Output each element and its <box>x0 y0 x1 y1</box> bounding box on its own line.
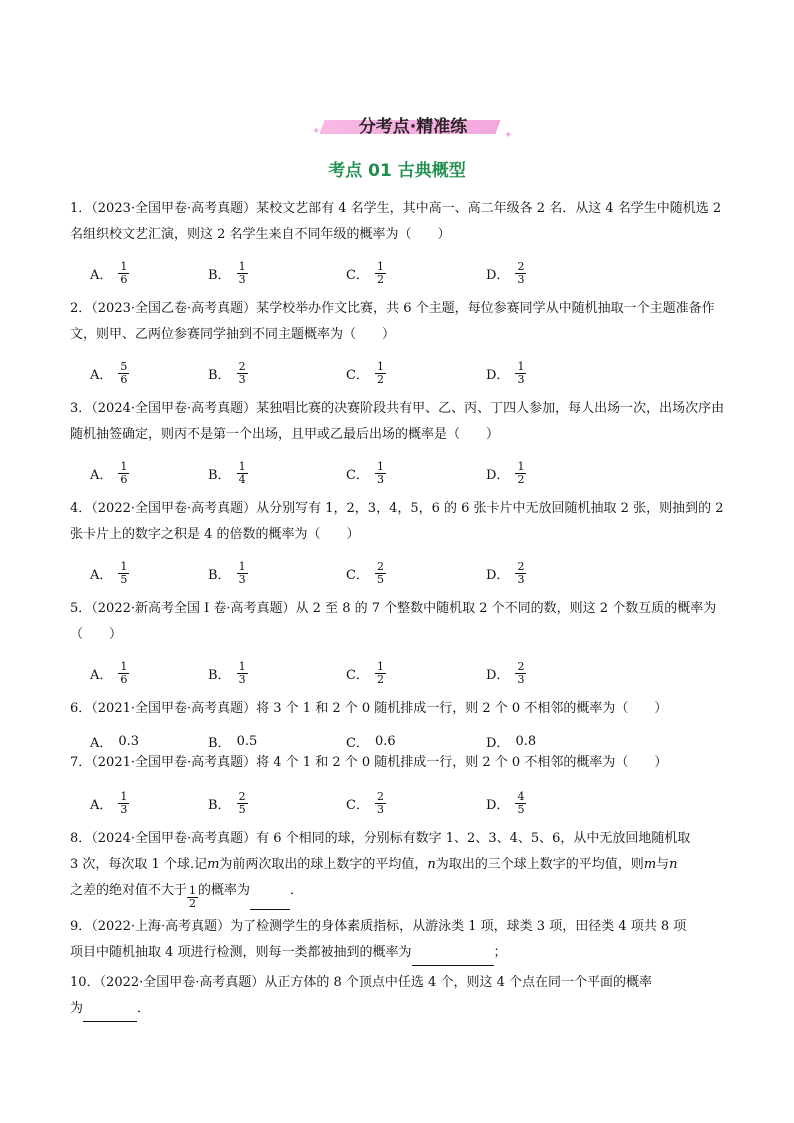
fraction: $\frac{1}{3}$ <box>238 259 246 286</box>
option-a[interactable] <box>90 656 129 690</box>
sparkle-icon: ✦ <box>504 130 513 141</box>
option-a[interactable] <box>90 256 129 290</box>
option-value: 0.5 <box>236 733 258 749</box>
option-label: D． <box>486 567 510 583</box>
option-label: C． <box>346 267 369 283</box>
banner-title: 分考点·精准练 <box>358 117 468 137</box>
option-label: D． <box>486 267 510 283</box>
option-label: D． <box>486 667 510 683</box>
option-b[interactable] <box>208 556 248 590</box>
fraction: $\frac{1}{2}$ <box>376 259 384 286</box>
fraction: $\frac{1}{6}$ <box>120 459 128 486</box>
question-1 <box>70 196 730 248</box>
option-label: C． <box>346 467 369 483</box>
option-label: A． <box>90 667 113 683</box>
question-text: 1．（2023·全国甲卷·高考真题）某校文艺部有 4 名学生，其中高一、高二年级各 2 名．从这 4 名学生中随机选 2 名组织校文艺汇演，则这 2 名学生来自不同年级的概率为（ ） <box>70 201 722 242</box>
options-row <box>90 256 690 290</box>
option-label: A． <box>90 567 113 583</box>
question-7 <box>70 750 730 776</box>
question-text: 5．（2022·新高考全国 I 卷·高考真题）从 2 至 8 的 7 个整数中随机取 2 个不同的数，则这 2 个数互质的概率为（ ） <box>70 601 717 642</box>
option-label: B． <box>208 567 231 583</box>
option-b[interactable] <box>208 786 248 820</box>
option-label: A． <box>90 467 113 483</box>
fraction: $\frac{2}{3}$ <box>517 259 525 286</box>
fraction: $\frac{1}{4}$ <box>238 459 246 486</box>
option-value: 0.6 <box>374 733 396 749</box>
options-row <box>90 556 690 590</box>
option-c[interactable] <box>346 456 386 490</box>
option-b[interactable] <box>208 356 248 390</box>
option-c[interactable] <box>346 356 386 390</box>
option-a[interactable] <box>90 556 129 590</box>
option-c[interactable] <box>346 656 386 690</box>
option-a[interactable] <box>90 456 129 490</box>
question-3 <box>70 396 730 448</box>
option-label: B． <box>208 467 231 483</box>
option-label: D． <box>486 797 510 813</box>
option-label: C． <box>346 367 369 383</box>
question-text: 3 次，每次取 1 个球.记m为前两次取出的球上数字的平均值，n为取出的三个球上数字的平均值，则m与n <box>70 857 678 872</box>
question-text: 9．（2022·上海·高考真题）为了检测学生的身体素质指标，从游泳类 1 项，球类 3 项，田径类 4 项共 8 项 <box>70 919 687 934</box>
fraction: $\frac{1}{3}$ <box>120 789 128 816</box>
option-d[interactable] <box>486 656 526 690</box>
fraction: $\frac{1}{3}$ <box>238 659 246 686</box>
option-label: B． <box>208 735 231 751</box>
option-label: A． <box>90 267 113 283</box>
question-text: 8．（2024·全国甲卷·高考真题）有 6 个相同的球，分别标有数字 1、2、3、4、5、6，从中无放回地随机取 <box>70 831 691 846</box>
option-label: A． <box>90 735 113 751</box>
fraction: $\frac{1}{3}$ <box>376 459 384 486</box>
question-text: 之差的绝对值不大于 $\frac{1}{2}$ 的概率为 ． <box>70 883 304 910</box>
fraction: $\frac{1}{2}$ <box>517 459 525 486</box>
section-title: 考点 01 古典概型 <box>328 161 466 181</box>
option-value: 0.3 <box>118 733 140 749</box>
fraction: $\frac{2}{5}$ <box>376 559 384 586</box>
option-c[interactable] <box>346 556 386 590</box>
option-label: D． <box>486 467 510 483</box>
option-value: 0.8 <box>515 733 537 749</box>
question-6 <box>70 696 730 722</box>
option-b[interactable] <box>208 656 248 690</box>
question-8 <box>70 826 730 910</box>
answer-blank[interactable] <box>250 895 290 910</box>
fraction: $\frac{1}{2}$ <box>376 359 384 386</box>
sparkle-icon: ✦ <box>312 126 321 137</box>
option-c[interactable] <box>346 256 386 290</box>
option-label: B． <box>208 667 231 683</box>
option-d[interactable] <box>486 456 526 490</box>
question-text: 为 ． <box>70 996 730 1022</box>
option-label: D． <box>486 735 510 751</box>
question-text: 7．（2021·全国甲卷·高考真题）将 4 个 1 和 2 个 0 随机排成一行，则 2 个 0 不相邻的概率为（ ） <box>70 755 668 770</box>
option-b[interactable] <box>208 456 248 490</box>
option-c[interactable] <box>346 786 386 820</box>
fraction: $\frac{4}{5}$ <box>517 789 525 816</box>
question-5 <box>70 596 730 648</box>
answer-blank[interactable] <box>83 1007 137 1022</box>
question-10 <box>70 970 730 1022</box>
fraction: $\frac{1}{6}$ <box>120 259 128 286</box>
option-label: D． <box>486 367 510 383</box>
option-d[interactable] <box>486 256 526 290</box>
fraction: $\frac{1}{3}$ <box>517 359 525 386</box>
section-banner <box>312 110 513 141</box>
options-row <box>90 356 690 390</box>
fraction: $\frac{2}{3}$ <box>517 659 525 686</box>
question-text: 2．（2023·全国乙卷·高考真题）某学校举办作文比赛，共 6 个主题，每位参赛同学从中随机抽取一个主题准备作文，则甲、乙两位参赛同学抽到不同主题概率为（ ） <box>70 301 715 342</box>
question-9 <box>70 914 730 966</box>
option-label: B． <box>208 367 231 383</box>
fraction: $\frac{1}{2}$ <box>189 884 197 910</box>
option-label: B． <box>208 267 231 283</box>
question-text: 3．（2024·全国甲卷·高考真题）某独唱比赛的决赛阶段共有甲、乙、丙、丁四人参加，每人出场一次，出场次序由随机抽签确定，则丙不是第一个出场，且甲或乙最后出场的概率是（ ） <box>70 401 725 442</box>
option-d[interactable] <box>486 356 526 390</box>
option-label: A． <box>90 367 113 383</box>
answer-blank[interactable] <box>412 951 494 966</box>
option-label: A． <box>90 797 113 813</box>
option-label: C． <box>346 735 369 751</box>
options-row <box>90 456 690 490</box>
option-d[interactable] <box>486 556 526 590</box>
question-4 <box>70 496 730 548</box>
fraction: $\frac{1}{5}$ <box>120 559 128 586</box>
option-b[interactable] <box>208 256 248 290</box>
option-a[interactable] <box>90 356 129 390</box>
fraction: $\frac{5}{6}$ <box>120 359 128 386</box>
fraction: $\frac{1}{6}$ <box>120 659 128 686</box>
option-a[interactable] <box>90 786 129 820</box>
question-text: 6．（2021·全国甲卷·高考真题）将 3 个 1 和 2 个 0 随机排成一行，则 2 个 0 不相邻的概率为（ ） <box>70 701 668 716</box>
fraction: $\frac{2}{3}$ <box>238 359 246 386</box>
question-2 <box>70 296 730 348</box>
options-row <box>90 786 690 820</box>
options-row <box>90 656 690 690</box>
fraction: $\frac{2}{5}$ <box>238 789 246 816</box>
option-label: C． <box>346 667 369 683</box>
question-text: 项目中随机抽取 4 项进行检测，则每一类都被抽到的概率为 ； <box>70 940 730 966</box>
fraction: $\frac{2}{3}$ <box>517 559 525 586</box>
option-label: C． <box>346 567 369 583</box>
question-text: 4．（2022·全国甲卷·高考真题）从分别写有 1，2，3，4，5，6 的 6 张卡片中无放回随机抽取 2 张，则抽到的 2 张卡片上的数字之积是 4 的倍数的概率为（ ） <box>70 501 724 542</box>
option-label: B． <box>208 797 231 813</box>
option-d[interactable] <box>486 786 526 820</box>
fraction: $\frac{1}{3}$ <box>238 559 246 586</box>
question-text: 10．（2022·全国甲卷·高考真题）从正方体的 8 个顶点中任选 4 个，则这 4 个点在同一个平面的概率 <box>70 975 652 990</box>
fraction: $\frac{2}{3}$ <box>376 789 384 816</box>
fraction: $\frac{1}{2}$ <box>376 659 384 686</box>
option-label: C． <box>346 797 369 813</box>
